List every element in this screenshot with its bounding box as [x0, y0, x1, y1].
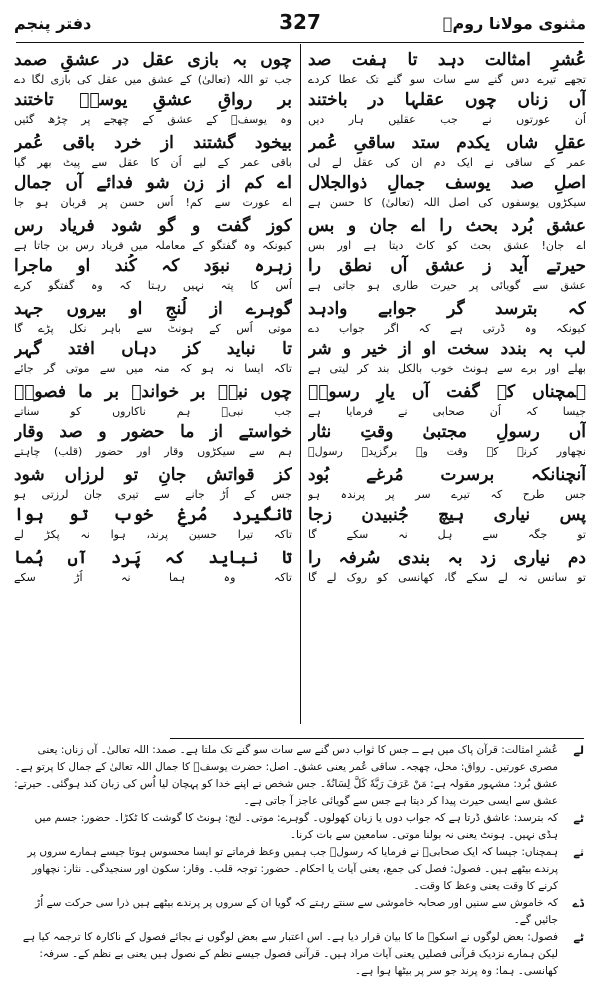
footnotes	[14, 742, 586, 980]
footnote	[14, 810, 586, 844]
verse-line: اے کم از زن شو فدائے آں جمال	[14, 173, 292, 193]
translation-line: موتی اُس کے ہونٹ سے باہر نکل پڑے گا	[14, 322, 292, 335]
couplet	[308, 546, 586, 629]
verse-line: چوں نبیؐ بر خواندے بر ما فصولؑ	[14, 382, 292, 402]
couplet	[308, 214, 586, 297]
footnote-number: ڈے	[572, 897, 584, 910]
footnote-text: ہمچناں: جیسا کہ ایک صحابیؓ نے فرمایا کہ رسولؐ جب ہمیں وعظ فرماتے تو ایسا محسوس ہوتا جیسے ہمارے سروں پر پرندے بیٹھے ہیں۔ فصول: فصل کی جمع، یعنی آیات یا احکام۔ حضور: توجہ قلب۔ وقار: سکون اور سنجیدگی۔ نثار: نچھاور کرنے کا وقت یعنی وعظ کا وقت۔	[27, 846, 558, 892]
translation-line: تو جگہ سے ہل نہ سکے گا	[308, 528, 586, 541]
translation-line: کیونکہ وہ ڈرتی ہے کہ اگر جواب دے	[308, 322, 586, 335]
header-divider	[16, 42, 584, 43]
translation-line: سیکڑوں یوسفوں کی اصل اللہ (تعالیٰ) کا حسن ہے	[308, 196, 586, 209]
column-divider	[300, 44, 301, 724]
translation-line: وہ یوسفؑ کے عشق کے چھجے پر چڑھ گئیں	[14, 113, 292, 126]
left-column	[14, 48, 292, 629]
right-column	[308, 48, 586, 629]
verse-line: تا نباید کہ پَرد آں ہُما	[14, 548, 292, 568]
couplet	[308, 48, 586, 131]
footnote	[14, 742, 586, 810]
translation-line: نچھاور کرنے کے وقت وہ برگزیدہ رسولؐ	[308, 445, 586, 458]
footnote-text: فصول: بعض لوگوں نے اسکوؔ ما کا بیان قرار دیا ہے۔ اس اعتبار سے بعض لوگوں نے بجائے فصول کے ناکارہ کا ترجمہ کیا ہے لیکن ہمارے نزدیک قرآنی فصلیں یعنی آیات مراد ہیں۔ قرآنی فصول جیسے نظم کے نصول ہیں یعنی بے نظم کے۔ سرفہ: کھانسی۔ ہما: وہ پرند جو سر پر بیٹھا ہوا ہے۔	[22, 931, 558, 977]
verse-line: اصلِ صد یوسف جمالِ ذوالجلال	[308, 173, 586, 193]
page-header	[14, 10, 586, 38]
translation-line: تاکہ تیرا حسین پرند، ہوا نہ پکڑ لے	[14, 528, 292, 541]
couplet	[14, 546, 292, 629]
translation-line: اُن عورتوں نے جب عقلیں ہار دیں	[308, 113, 586, 126]
translation-line: تاکہ وہ ہما نہ اُڑ سکے	[14, 571, 292, 584]
verse-line: دم نیاری زد بہ بندی سُرفہ را	[308, 548, 586, 568]
footnote-divider	[170, 738, 584, 739]
verse-line: کوز گفت و گو شود فریاد رس	[14, 216, 292, 236]
translation-line: جیسا کہ اُن صحابی نے فرمایا ہے	[308, 405, 586, 418]
translation-line: باقی عمر کے لیے اُن کا عقل سے پیٹ بھر گیا	[14, 156, 292, 169]
verse-line: حیرتے آید ز عشق آں نطق را	[308, 256, 586, 276]
page-number: 327	[279, 10, 321, 34]
volume-title: دفتر پنجم	[14, 14, 92, 33]
translation-line: عمر کے ساقی نے ایک دم ان کی عقل لے لی	[308, 156, 586, 169]
translation-line: اُس کا پتہ نہیں رہتا کہ وہ گفتگو کرے	[14, 279, 292, 292]
footnote-number: ٹے	[573, 931, 584, 944]
translation-line: جب نبیؐ ہم ناکاروں کو سناتے	[14, 405, 292, 418]
verse-line: عشق بُرد بحث را اے جان و بس	[308, 216, 586, 236]
couplet	[308, 463, 586, 546]
translation-line: اے عورت سے کم! اُس حسن پر قربان ہو جا	[14, 196, 292, 209]
verse-line: آں رسولِ مجتبیٰ وقتِ نثار	[308, 422, 586, 442]
couplet	[14, 380, 292, 463]
verse-line: کز قواتش جانِ تو لرزاں شود	[14, 465, 292, 485]
translation-line: تو سانس نہ لے سکے گا، کھانسی کو روک لے گا	[308, 571, 586, 584]
couplet	[14, 48, 292, 131]
footnote	[14, 895, 586, 929]
verse-line: عقلِ شاں یکدم ستد ساقیِ عُمر	[308, 133, 586, 153]
verse-line: زہرہ نبوَد کہ کُند او ماجرا	[14, 256, 292, 276]
translation-line: ہم سے سیکڑوں وقار اور حضور (قلب) چاہتے	[14, 445, 292, 458]
verse-line: گوہرے از لُنجِ او بیروں جہد	[14, 299, 292, 319]
verse-line: آں زناں چوں عقلہا در باختند	[308, 90, 586, 110]
couplet	[14, 214, 292, 297]
couplet	[14, 131, 292, 214]
verse-line: بر رواقِ عشقِ یوسفؑ تاختند	[14, 90, 292, 110]
translation-line: تجھے تیرے دس گنے سے سات سو گنے تک عطا کردے	[308, 73, 586, 86]
footnote-number: ٹے	[573, 812, 584, 825]
couplet	[14, 463, 292, 546]
verse-line: عُشرِ امثالت دہد تا ہفت صد	[308, 50, 586, 70]
verse-line: ہمچناں کہ گفت آں یارِ رسولؐ	[308, 382, 586, 402]
verse-line: کہ بترسد گر جوابے وادہد	[308, 299, 586, 319]
translation-line: عشق سے گویائی پر حیرت طاری ہو جاتی ہے	[308, 279, 586, 292]
verse-line: آنچنانکہ برسرت مُرغے بُود	[308, 465, 586, 485]
book-title: مثنوی مولانا رومؒ	[442, 14, 586, 33]
verse-line: لب بہ بندد سخت او از خیر و شر	[308, 339, 586, 359]
couplet	[308, 297, 586, 380]
couplet	[308, 131, 586, 214]
footnote	[14, 929, 586, 980]
translation-line: تاکہ ایسا نہ ہو کہ منہ میں سے موتی گر جائے	[14, 362, 292, 375]
translation-line: اے جان! عشق بحث کو کاٹ دیتا ہے اور بس	[308, 239, 586, 252]
translation-line: بھلے اور برے سے ہونٹ خوب بالکل بند کر لیتی ہے	[308, 362, 586, 375]
footnote-number: لے	[573, 744, 584, 757]
verse-line: چوں بہ بازی عقل در عشقِ صمد	[14, 50, 292, 70]
footnote	[14, 844, 586, 895]
footnote-text: کہ بترسد: عاشق ڈرتا ہے کہ جواب دوں یا زبان کھولوں۔ گوہرے: موتی۔ لنج: ہونٹ کا گوشت کا ٹکڑا۔ حضور: جسم میں ہڈی نہیں۔ ہونٹ یعنی نہ بولنا موتی۔ سامعین سے بات کرنا۔	[34, 812, 558, 841]
couplet	[14, 297, 292, 380]
verse-line: تا نباید کز دہاں افتد گہر	[14, 339, 292, 359]
verse-line: تانگیرد مُرغِ خوب تو ہوا	[14, 505, 292, 525]
footnote-number: ثے	[573, 846, 584, 859]
couplet	[308, 380, 586, 463]
verse-line: بیخود گشتند از خرد باقی عُمر	[14, 133, 292, 153]
footnote-text: کہ خاموش سے سنیں اور صحابہ خاموشی سے سنتے رہتے کہ گویا ان کے سروں پر پرندے بیٹھے ہیں ذرا سی حرکت سے اُڑ جائیں گے۔	[35, 897, 558, 926]
verse-line: خواستے از ما حضور و صد وقار	[14, 422, 292, 442]
translation-line: جس کے اُڑ جانے سے تیری جان لرزتی ہو	[14, 488, 292, 501]
translation-line: جس طرح کہ تیرے سر پر پرندہ ہو	[308, 488, 586, 501]
translation-line: کیونکہ وہ گفتگو کے معاملہ میں فریاد رس بن جاتا ہے	[14, 239, 292, 252]
footnote-text: عُشرِ امثالت: قرآن پاک میں ہے ــ جس کا ثواب دس گنے سے سات سو گنے تک ملتا ہے۔ صمد: اللہ تعالیٰ۔ آں زناں: یعنی مصری عورتیں۔ رواق: محل، چھجہ۔ ساقی عُمر یعنی عشق۔ اصل: حضرت یوسفؑ کا جمال اللہ تعالیٰ کے جمال کا پرتو ہے۔ عشق بُرد: مشہور مقولہ ہے: مَنْ عَرَفَ رَبَّهٗ کَلَّ لِسَانُهٗ۔ جس شخص نے اپنے خدا کو پہچان لیا اُس کی زبان کند ہوگئی۔ حیرتے: عشق سے ایسی حیرت پیدا کر دیتا ہے جس سے گویائی عاجز آ جاتی ہے۔	[14, 744, 558, 807]
verse-line: پس نیاری ہیچ جُنبیدن زجا	[308, 505, 586, 525]
translation-line: جب تو اللہ (تعالیٰ) کے عشق میں عقل کی بازی لگا دے	[14, 73, 292, 86]
